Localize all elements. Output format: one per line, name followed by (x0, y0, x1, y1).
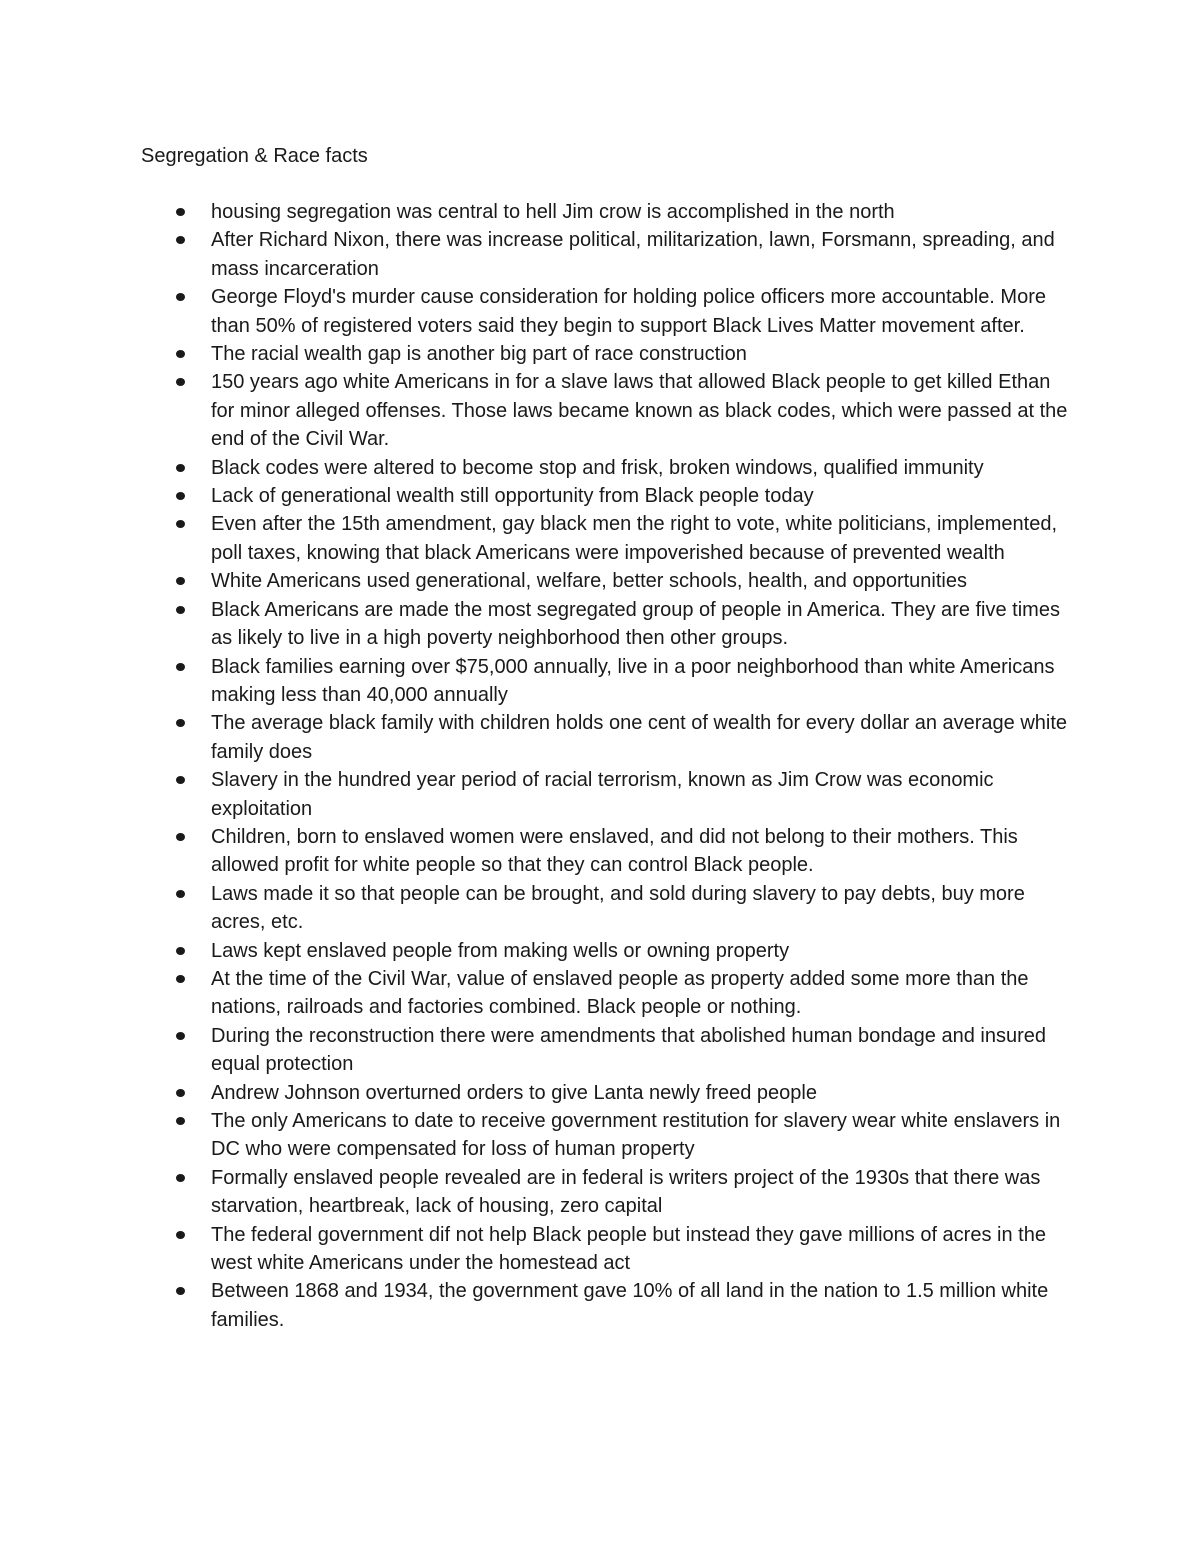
list-item-text: Lack of generational wealth still opportunity from Black people today (211, 485, 814, 508)
bullet-icon (176, 378, 185, 386)
list-item (211, 1079, 1071, 1107)
list-item (211, 823, 1071, 880)
list-item-text: The federal government dif not help Black people but instead they gave millions of acres in the west white Americans under the homestead act (211, 1223, 1046, 1275)
bullet-icon (176, 606, 185, 614)
list-item-text: After Richard Nixon, there was increase political, militarization, lawn, Forsmann, spreading, and mass incarceration (211, 229, 1055, 280)
list-item (211, 653, 1071, 710)
bullet-icon (176, 1089, 185, 1097)
list-item-text: Slavery in the hundred year period of racial terrorism, known as Jim Crow was economic exploitation (211, 769, 994, 820)
bullet-icon (176, 975, 185, 983)
list-item (211, 965, 1071, 1022)
bullet-icon (176, 1287, 185, 1295)
bullet-icon (176, 577, 185, 585)
list-item-text: Laws made it so that people can be brought, and sold during slavery to pay debts, buy more acres, etc. (211, 882, 1025, 934)
bullet-icon (176, 719, 185, 727)
list-item-text: George Floyd's murder cause consideration for holding police officers more accountable. More than 50% of registered voters said they begin to support Black Lives Matter movement after. (211, 286, 1046, 337)
list-item-text: Even after the 15th amendment, gay black men the right to vote, white politicians, implemented, poll taxes, knowing that black Americans were impoverished because of prevented wealth (211, 513, 1058, 564)
bullet-icon (176, 833, 185, 841)
list-item-text: Formally enslaved people revealed are in federal is writers project of the 1930s that there was starvation, heartbreak, lack of housing, zero capital (211, 1166, 1041, 1218)
list-item-text: 150 years ago white Americans in for a slave laws that allowed Black people to get killed Ethan for minor alleged offenses. Those laws became known as black codes, which were passed at the end of the Civil War. (211, 371, 1068, 451)
list-item-text: Laws kept enslaved people from making wells or owning property (211, 939, 790, 962)
list-item (211, 510, 1071, 567)
list-item (211, 198, 1071, 226)
list-item-text: Black Americans are made the most segregated group of people in America. They are five times as likely to live in a high poverty neighborhood then other groups. (211, 598, 1060, 650)
list-item-text: White Americans used generational, welfare, better schools, health, and opportunities (211, 570, 967, 593)
bullet-icon (176, 520, 185, 528)
bullet-icon (176, 890, 185, 898)
list-item-text: Children, born to enslaved women were enslaved, and did not belong to their mothers. This allowed profit for white people so that they can control Black people. (211, 825, 1018, 877)
list-item-text: The racial wealth gap is another big part of race construction (211, 343, 747, 366)
fact-list (211, 198, 1071, 1334)
list-item (211, 596, 1071, 653)
bullet-icon (176, 1174, 185, 1182)
list-item (211, 340, 1071, 368)
list-item (211, 766, 1071, 823)
list-item (211, 1022, 1071, 1079)
list-item-text: The average black family with children holds one cent of wealth for every dollar an average white family does (211, 712, 1068, 763)
list-item-text: Black families earning over $75,000 annually, live in a poor neighborhood than white Americans making less than 40,000 annually (211, 655, 1055, 706)
bullet-icon (176, 947, 185, 955)
list-item-text: housing segregation was central to hell Jim crow is accomplished in the north (211, 201, 895, 223)
list-item-text: At the time of the Civil War, value of enslaved people as property added some more than the nations, railroads and factories combined. Black people or nothing. (211, 967, 1029, 1019)
bullet-icon (176, 1032, 185, 1040)
document-title: Segregation & Race facts (141, 145, 368, 167)
list-item-text: The only Americans to date to receive government restitution for slavery wear white enslavers in DC who were compensated for loss of human property (211, 1110, 1061, 1161)
list-item (211, 1221, 1071, 1278)
bullet-icon (176, 1231, 185, 1239)
list-item (211, 1107, 1071, 1164)
list-item-text: Black codes were altered to become stop and frisk, broken windows, qualified immunity (211, 456, 984, 479)
list-item (211, 567, 1071, 595)
list-item (211, 283, 1071, 340)
list-item-text: Between 1868 and 1934, the government gave 10% of all land in the nation to 1.5 million white families. (211, 1280, 1049, 1331)
bullet-icon (176, 293, 185, 301)
list-item-text: Andrew Johnson overturned orders to give Lanta newly freed people (211, 1081, 817, 1104)
bullet-icon (176, 492, 185, 500)
bullet-icon (176, 208, 185, 216)
list-item (211, 1164, 1071, 1221)
bullet-icon (176, 663, 185, 671)
bullet-icon (176, 350, 185, 358)
list-item (211, 1277, 1071, 1334)
bullet-icon (176, 464, 185, 472)
list-item (211, 226, 1071, 283)
list-item (211, 368, 1071, 453)
bullet-icon (176, 236, 185, 244)
list-item (211, 880, 1071, 937)
list-item (211, 709, 1071, 766)
bullet-icon (176, 776, 185, 784)
list-item (211, 482, 1071, 510)
list-item (211, 937, 1071, 965)
bullet-icon (176, 1117, 185, 1125)
list-item-text: During the reconstruction there were amendments that abolished human bondage and insured equal protection (211, 1024, 1046, 1076)
list-item (211, 454, 1071, 482)
